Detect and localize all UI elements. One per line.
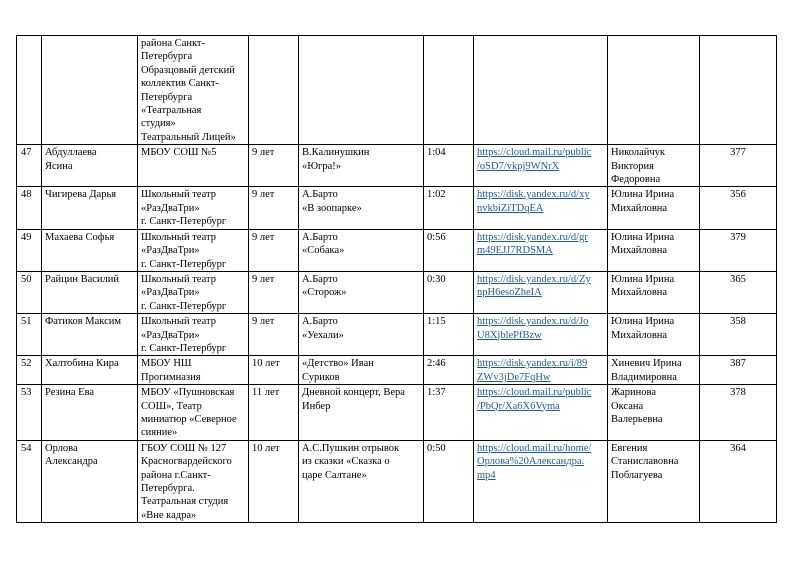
- cell-text: Резина Ева: [45, 387, 95, 399]
- cell-text: 365: [730, 273, 746, 285]
- cell-time: [424, 229, 474, 271]
- cell-link: [474, 356, 608, 385]
- cell-work: [299, 187, 424, 229]
- table-row: [17, 145, 777, 187]
- cell-org: [138, 385, 249, 441]
- cell-age: [249, 229, 299, 271]
- cell-num: [17, 36, 42, 145]
- cell-link: [474, 440, 608, 522]
- cell-name: [42, 314, 138, 356]
- video-link-line: m49EJJ7RDSMA: [477, 245, 553, 257]
- cell-link: [474, 36, 608, 145]
- cell-text: 378: [730, 387, 746, 399]
- cell-text: Юлина Ирина Михайловна: [611, 316, 675, 341]
- table-row: [17, 36, 777, 145]
- table-row: [17, 440, 777, 522]
- cell-name: [42, 356, 138, 385]
- cell-text: 54: [21, 442, 32, 454]
- cell-text: 356: [730, 189, 746, 201]
- cell-score: [700, 145, 777, 187]
- cell-org: [138, 314, 249, 356]
- cell-org: [138, 145, 249, 187]
- cell-text: А.Барто «Сторож»: [302, 273, 347, 299]
- cell-text: района Санкт- Петербурга Образцовый детский коллектив Санкт- Петербурга «Театральная студия» Театральный Лицей»: [141, 38, 236, 143]
- cell-text: «Детство» Иван Суриков: [302, 358, 374, 383]
- cell-text: 9 лет: [252, 189, 275, 201]
- cell-time: [424, 36, 474, 145]
- video-link-line: https://disk.yandex.ru/d/Jo: [477, 316, 589, 328]
- cell-text: Дневной концерт, Вера Инбер: [302, 387, 405, 412]
- cell-teacher: [608, 187, 700, 229]
- cell-text: 0:30: [427, 273, 446, 285]
- cell-org: [138, 440, 249, 522]
- cell-time: [424, 314, 474, 356]
- video-link-line: https://cloud.mail.ru/public: [477, 387, 592, 399]
- cell-text: 9 лет: [252, 147, 275, 159]
- video-link-line: U8XjblePfBzw: [477, 329, 542, 341]
- cell-work: [299, 271, 424, 313]
- cell-text: 387: [730, 358, 746, 370]
- cell-num: [17, 229, 42, 271]
- cell-age: [249, 356, 299, 385]
- cell-text: А.С.Пушкин отрывок из сказки «Сказка о царе Салтане»: [302, 442, 400, 481]
- cell-text: 1:04: [427, 147, 446, 159]
- cell-text: 9 лет: [252, 273, 275, 285]
- cell-text: Абдуллаева Ясина: [45, 147, 97, 172]
- cell-name: [42, 36, 138, 145]
- cell-text: МБОУ СОШ №5: [141, 147, 217, 159]
- cell-time: [424, 187, 474, 229]
- cell-work: [299, 36, 424, 145]
- cell-text: Махаева Софья: [45, 231, 115, 243]
- cell-text: МБОУ «Пушновская СОШ», Театр миниатюр «Северное сияние»: [141, 387, 237, 439]
- cell-link: [474, 145, 608, 187]
- cell-link: [474, 187, 608, 229]
- cell-name: [42, 440, 138, 522]
- table-row: [17, 187, 777, 229]
- cell-org: [138, 229, 249, 271]
- cell-score: [700, 314, 777, 356]
- cell-text: Халтобина Кира: [45, 358, 119, 370]
- video-link-line: https://cloud.mail.ru/home/: [477, 442, 592, 454]
- cell-name: [42, 229, 138, 271]
- video-link-line: /oSD7/vkpj9WNrX: [477, 160, 560, 172]
- cell-score: [700, 187, 777, 229]
- cell-link: [474, 385, 608, 441]
- cell-text: 11 лет: [252, 387, 280, 399]
- cell-text: ГБОУ СОШ № 127 Красногвардейского района г.Санкт- Петербурга. Театральная студия «Вне кадра»: [141, 442, 232, 521]
- cell-teacher: [608, 385, 700, 441]
- cell-org: [138, 271, 249, 313]
- cell-num: [17, 187, 42, 229]
- cell-org: [138, 356, 249, 385]
- cell-num: [17, 314, 42, 356]
- video-link[interactable]: [477, 315, 604, 342]
- table-row: [17, 271, 777, 313]
- video-link[interactable]: [477, 442, 604, 482]
- cell-teacher: [608, 145, 700, 187]
- cell-num: [17, 271, 42, 313]
- video-link-line: https://disk.yandex.ru/d/xy: [477, 189, 590, 201]
- cell-text: 358: [730, 316, 746, 328]
- cell-org: [138, 187, 249, 229]
- cell-work: [299, 440, 424, 522]
- cell-text: 49: [21, 231, 32, 243]
- cell-text: А.Барто «Собака»: [302, 231, 345, 257]
- cell-text: 0:56: [427, 231, 446, 243]
- cell-text: Юлина Ирина Михайловна: [611, 273, 675, 299]
- cell-link: [474, 271, 608, 313]
- cell-text: 1:15: [427, 316, 446, 328]
- cell-work: [299, 385, 424, 441]
- cell-text: 52: [21, 358, 32, 370]
- cell-text: Николайчук Виктория Федоровна: [611, 147, 666, 186]
- cell-text: 48: [21, 189, 32, 201]
- cell-text: А.Барто «Уехали»: [302, 316, 344, 341]
- cell-text: 379: [730, 231, 746, 243]
- cell-time: [424, 385, 474, 441]
- cell-age: [249, 385, 299, 441]
- cell-age: [249, 314, 299, 356]
- video-link-line: ZWv3jDe7FqHw: [477, 371, 551, 383]
- video-link[interactable]: [477, 231, 604, 258]
- video-link[interactable]: [477, 357, 604, 384]
- video-link[interactable]: [477, 146, 604, 173]
- cell-teacher: [608, 440, 700, 522]
- cell-age: [249, 440, 299, 522]
- cell-age: [249, 36, 299, 145]
- cell-text: Фатиков Максим: [45, 316, 122, 328]
- cell-time: [424, 440, 474, 522]
- cell-text: 51: [21, 316, 32, 328]
- video-link[interactable]: [477, 386, 604, 413]
- cell-text: Школьный театр «РазДваТри» г. Санкт-Петербург: [141, 316, 227, 354]
- video-link-line: https://cloud.mail.ru/public: [477, 147, 592, 159]
- cell-text: 1:02: [427, 189, 446, 201]
- table-row: [17, 356, 777, 385]
- cell-work: [299, 356, 424, 385]
- cell-text: 9 лет: [252, 316, 275, 328]
- cell-time: [424, 145, 474, 187]
- cell-time: [424, 356, 474, 385]
- cell-age: [249, 187, 299, 229]
- cell-work: [299, 145, 424, 187]
- cell-text: 1:37: [427, 387, 446, 399]
- cell-score: [700, 36, 777, 145]
- table-row: [17, 385, 777, 441]
- cell-score: [700, 271, 777, 313]
- cell-text: Райцин Василий: [45, 273, 120, 285]
- cell-text: Школьный театр «РазДваТри» г. Санкт-Петербург: [141, 231, 227, 270]
- cell-score: [700, 440, 777, 522]
- cell-score: [700, 385, 777, 441]
- cell-text: 10 лет: [252, 442, 280, 454]
- cell-text: 2:46: [427, 358, 446, 370]
- cell-teacher: [608, 356, 700, 385]
- cell-num: [17, 145, 42, 187]
- cell-text: 50: [21, 273, 32, 285]
- cell-name: [42, 271, 138, 313]
- cell-text: А.Барто «В зоопарке»: [302, 189, 362, 214]
- video-link[interactable]: [477, 188, 604, 215]
- cell-text: МБОУ НШ Прогимназия: [141, 358, 201, 383]
- cell-org: [138, 36, 249, 145]
- video-link-line: nvkbiZiTDqEA: [477, 202, 544, 214]
- cell-text: Жаринова Оксана Валерьевна: [611, 387, 663, 425]
- cell-text: 53: [21, 387, 32, 399]
- cell-text: Хиневич Ирина Владимировна: [611, 358, 682, 383]
- cell-text: Евгения Станиславовна Поблагуева: [611, 442, 679, 481]
- cell-text: В.Калинушкин «Югра!»: [302, 147, 370, 172]
- cell-teacher: [608, 36, 700, 145]
- cell-time: [424, 271, 474, 313]
- cell-text: 377: [730, 147, 746, 159]
- cell-teacher: [608, 314, 700, 356]
- cell-text: 9 лет: [252, 231, 275, 243]
- video-link-line: Орлова%20Александра.: [477, 456, 585, 468]
- video-link[interactable]: [477, 273, 604, 300]
- cell-text: Юлина Ирина Михайловна: [611, 231, 675, 257]
- cell-score: [700, 229, 777, 271]
- cell-num: [17, 440, 42, 522]
- cell-name: [42, 385, 138, 441]
- cell-text: Школьный театр «РазДваТри» г. Санкт-Петербург: [141, 189, 227, 228]
- cell-link: [474, 314, 608, 356]
- video-link-line: https://disk.yandex.ru/d/gr: [477, 231, 588, 243]
- cell-text: Юлина Ирина Михайловна: [611, 189, 675, 214]
- cell-age: [249, 145, 299, 187]
- cell-work: [299, 229, 424, 271]
- cell-text: Школьный театр «РазДваТри» г. Санкт-Петербург: [141, 273, 227, 312]
- cell-text: Чигирева Дарья: [45, 189, 117, 201]
- cell-link: [474, 229, 608, 271]
- video-link-line: /PbQr/Xa6X6Vyma: [477, 400, 560, 412]
- cell-name: [42, 187, 138, 229]
- cell-age: [249, 271, 299, 313]
- video-link-line: npH6esoZheIA: [477, 287, 542, 299]
- video-link-line: mp4: [477, 469, 496, 481]
- table-body: [17, 36, 777, 523]
- video-link-line: https://disk.yandex.ru/i/89: [477, 358, 588, 370]
- video-link-line: https://disk.yandex.ru/d/Zy: [477, 273, 591, 285]
- cell-num: [17, 385, 42, 441]
- table-row: [17, 229, 777, 271]
- cell-work: [299, 314, 424, 356]
- cell-text: 0:50: [427, 442, 446, 454]
- cell-teacher: [608, 271, 700, 313]
- cell-text: 47: [21, 147, 32, 159]
- cell-score: [700, 356, 777, 385]
- table-row: [17, 314, 777, 356]
- cell-name: [42, 145, 138, 187]
- cell-num: [17, 356, 42, 385]
- cell-teacher: [608, 229, 700, 271]
- participants-table: [16, 35, 777, 523]
- cell-text: 364: [730, 442, 746, 454]
- cell-text: 10 лет: [252, 358, 280, 370]
- cell-text: Орлова Александра: [45, 442, 98, 468]
